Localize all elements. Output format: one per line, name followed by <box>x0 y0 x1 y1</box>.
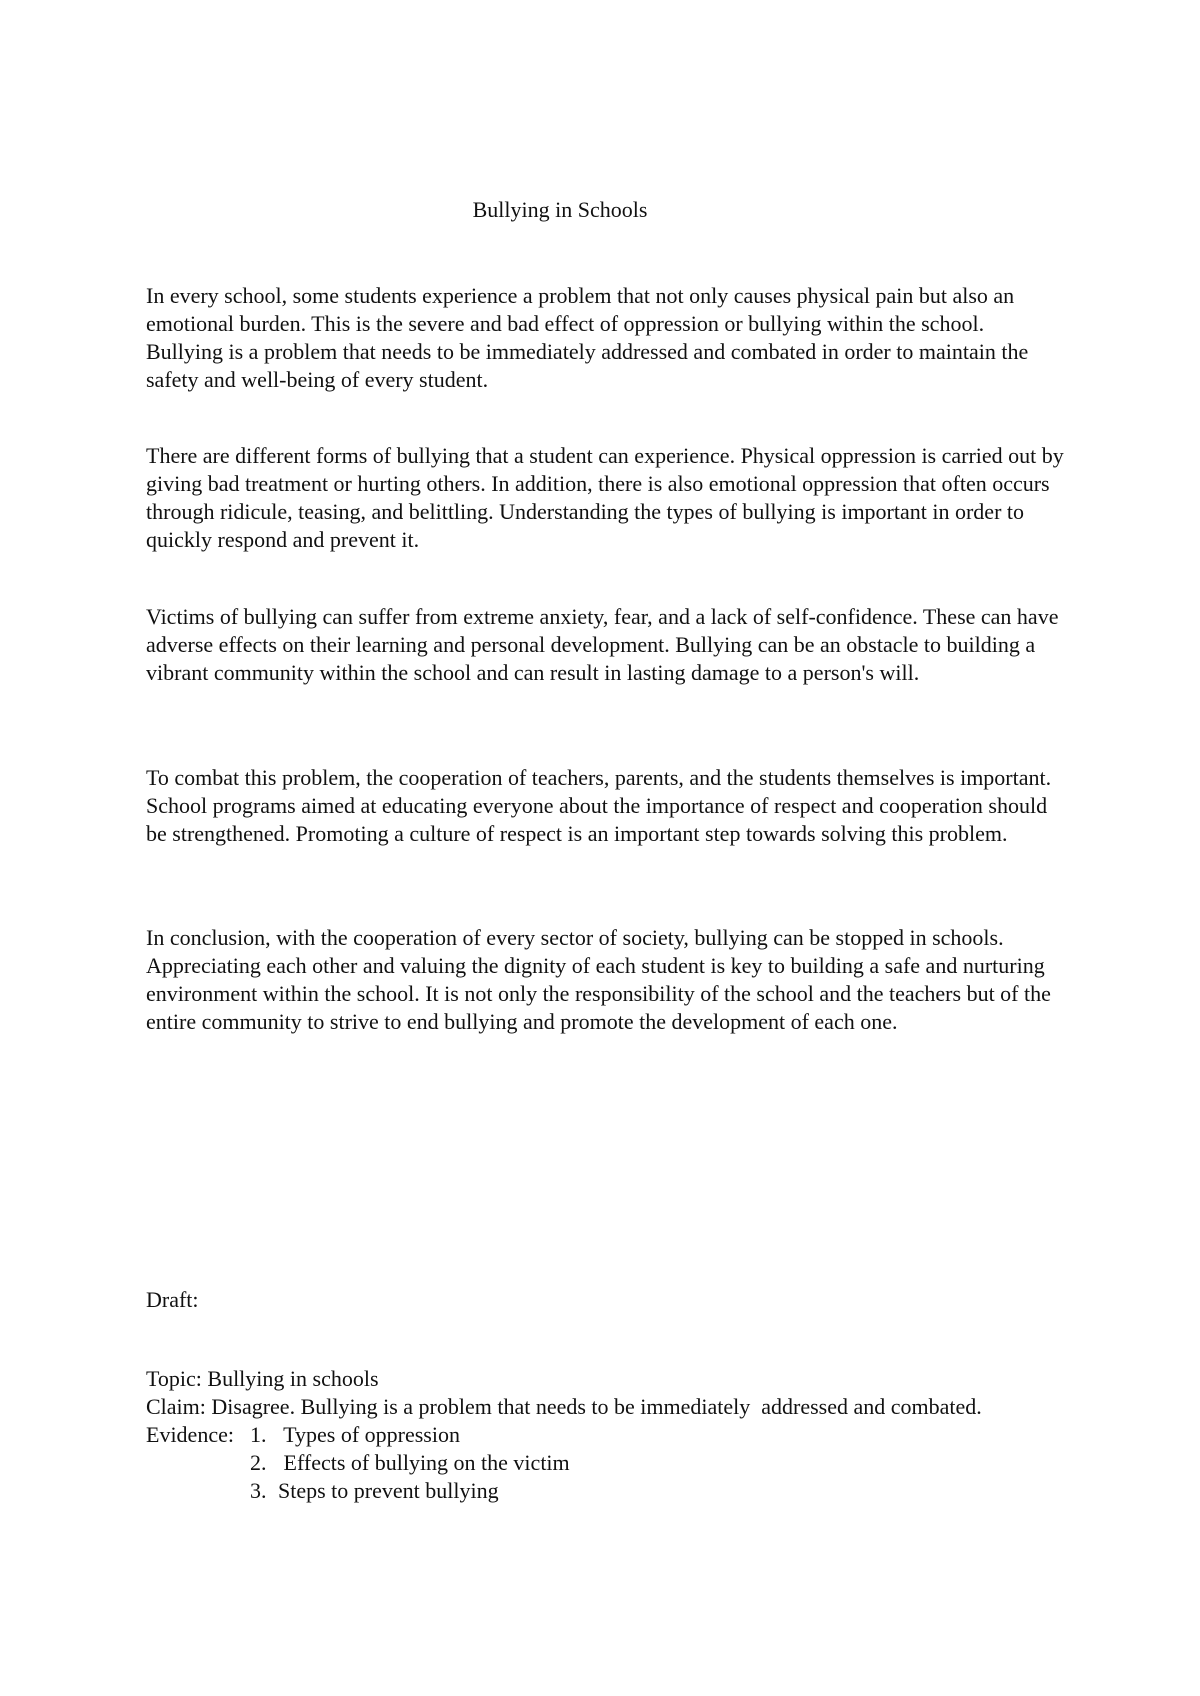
evidence-list <box>250 1421 570 1505</box>
draft-evidence <box>146 1421 1066 1505</box>
draft-claim: Claim: Disagree. Bullying is a problem that needs to be immediately addressed and combated. <box>146 1394 982 1419</box>
draft-topic: Topic: Bullying in schools <box>146 1366 379 1391</box>
evidence-label: Evidence: <box>146 1422 234 1447</box>
evidence-text: Types of oppression <box>278 1422 460 1447</box>
paragraph-conclusion: In conclusion, with the cooperation of every sector of society, bullying can be stopped in schools. Appreciating each other and valuing the dignity of each student is key to building a safe and nurturing environment within the school. It is not only the responsibility of the school and the teachers but of the entire community to strive to end bullying and promote the development of each one. <box>146 925 1051 1034</box>
paragraph-combating-bullying: To combat this problem, the cooperation of teachers, parents, and the students themselves is important. School programs aimed at educating everyone about the importance of respect and cooperation should be strengthened. Promoting a culture of respect is an important step towards solving this problem. <box>146 765 1052 846</box>
draft-label: Draft: <box>146 1287 199 1312</box>
evidence-number: 3. <box>250 1478 267 1503</box>
evidence-item <box>250 1477 570 1505</box>
paragraph-forms-of-bullying: There are different forms of bullying that a student can experience. Physical oppression is carried out by giving bad treatment or hurting others. In addition, there is also emotional oppression that often occurs through ridicule, teasing, and belittling. Understanding the types of bullying is important in order to quickly respond and prevent it. <box>146 443 1064 552</box>
document-title: Bullying in Schools <box>472 197 648 222</box>
evidence-item <box>250 1421 570 1449</box>
evidence-text: Effects of bullying on the victim <box>278 1450 570 1475</box>
paragraph-introduction: In every school, some students experience a problem that not only causes physical pain but also an emotional burden. This is the severe and bad effect of oppression or bullying within the school. Bullying is a problem that needs to be immediately addressed and combated in order to maintain the safety and well-being of every student. <box>146 283 1029 392</box>
evidence-text: Steps to prevent bullying <box>278 1478 499 1503</box>
paragraph-effects-on-victims: Victims of bullying can suffer from extreme anxiety, fear, and a lack of self-confidence. These can have adverse effects on their learning and personal development. Bullying can be an obstacle to building a vibrant community within the school and can result in lasting damage to a person's will. <box>146 604 1059 685</box>
evidence-number: 1. <box>250 1422 267 1447</box>
draft-outline <box>146 1365 1066 1505</box>
evidence-item <box>250 1449 570 1477</box>
evidence-number: 2. <box>250 1450 267 1475</box>
